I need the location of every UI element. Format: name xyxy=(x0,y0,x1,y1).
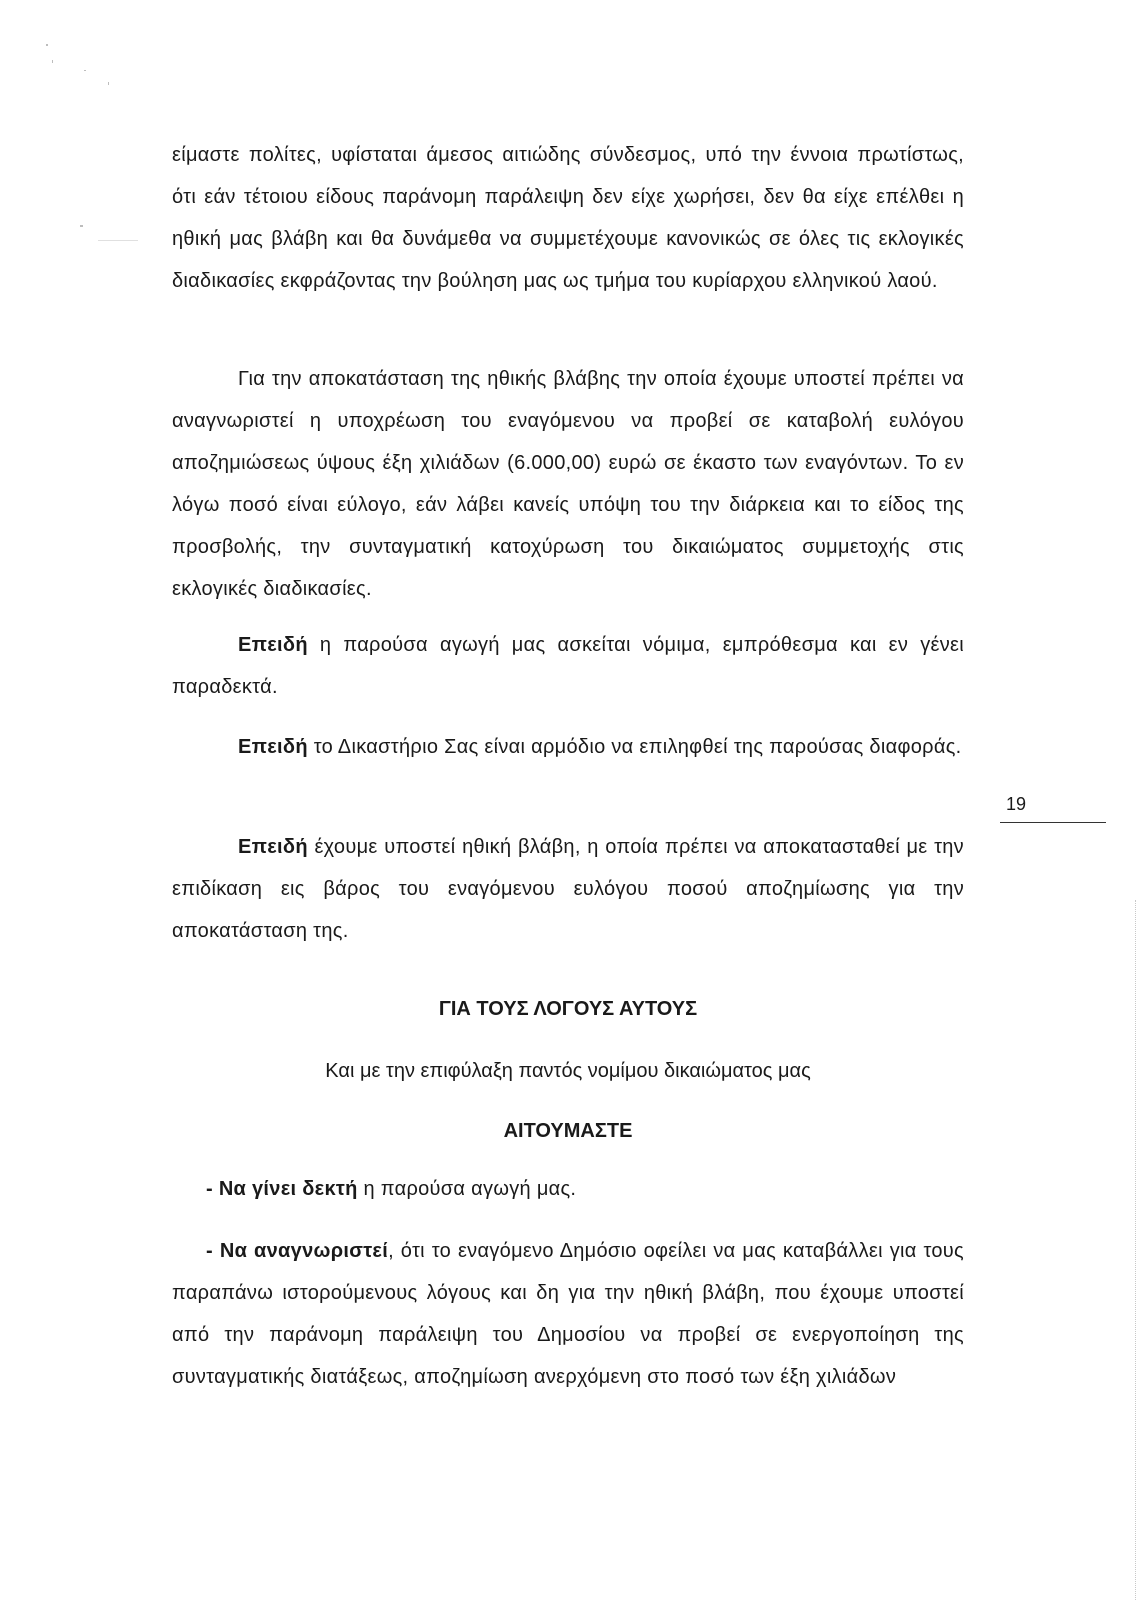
bold-keyword: - Να γίνει δεκτή xyxy=(206,1178,358,1200)
request-text: , ότι το εναγόμενο Δημόσιο οφείλει να μας καταβάλλει για τους παραπάνω ιστορούμενους λόγους και δη για την ηθική βλάβη, που έχουμε υποστεί από την παράνομη παράλειψη του Δημοσίου να προβεί σε ενεργοποίηση της συνταγματικής διατάξεως, αποζημίωση ανερχόμενη στο ποσό των έξη χιλιάδων xyxy=(172,1240,964,1388)
scan-edge-line xyxy=(1135,900,1136,1600)
scan-speck xyxy=(52,60,53,63)
paragraph-causal-link: είμαστε πολίτες, υφίσταται άμεσος αιτιώδης σύνδεσμος, υπό την έννοια πρωτίστως, ότι εάν τέτοιου είδους παράνομη παράλειψη δεν είχε χωρήσει, δεν θα είχε επέλθει η ηθική μας βλάβη και θα δυνάμεθα να συμμετέχουμε κανονικώς σε όλες τις εκλογικές διαδικασίες εκφράζοντας την βούληση μας ως τμήμα του κυρίαρχου ελληνικού λαού. xyxy=(172,144,964,292)
request-item-recognize xyxy=(172,1230,964,1398)
request-text: η παρούσα αγωγή μας. xyxy=(357,1178,577,1200)
paragraph-admissibility xyxy=(172,624,964,708)
paragraph-text: έχουμε υποστεί ηθική βλάβη, η οποία πρέπει να αποκατασταθεί με την επιδίκαση εις βάρος του εναγόμενου ευλόγου ποσού αποζημίωσης για την αποκατάσταση της. xyxy=(172,836,964,942)
bold-keyword: - Να αναγνωριστεί xyxy=(206,1240,389,1262)
scan-speck xyxy=(46,44,48,46)
request-item-accept xyxy=(172,1168,964,1210)
paragraph-text: η παρούσα αγωγή μας ασκείται νόμιμα, εμπρόθεσμα και εν γένει παραδεκτά. xyxy=(172,634,964,698)
paragraph-text: το Δικαστήριο Σας είναι αρμόδιο να επιληφθεί της παρούσας διαφοράς. xyxy=(307,736,962,758)
page-number: 19 xyxy=(1006,794,1027,814)
scan-speck xyxy=(108,82,109,85)
reservation-line: Και με την επιφύλαξη παντός νομίμου δικαιώματος μας xyxy=(325,1060,811,1082)
heading-request: ΑΙΤΟΥΜΑΣΤΕ xyxy=(503,1120,633,1142)
scan-speck xyxy=(84,70,86,71)
heading-reasons: ΓΙΑ ΤΟΥΣ ΛΟΓΟΥΣ ΑΥΤΟΥΣ xyxy=(438,998,698,1020)
paragraph-moral-damage: Για την αποκατάσταση της ηθικής βλάβης την οποία έχουμε υποστεί πρέπει να αναγνωριστεί η υποχρέωση του εναγόμενου να προβεί σε καταβολή ευλόγου αποζημιώσεως ύψους έξη χιλιάδων (6.000,00) ευρώ σε έκαστο των εναγόντων. Το εν λόγω ποσό είναι εύλογο, εάν λάβει κανείς υπόψη του την διάρκεια και το είδος της προσβολής, την συνταγματική κατοχύρωση του δικαιώματος συμμετοχής στις εκλογικές διαδικασίες. xyxy=(172,368,964,600)
scan-speck xyxy=(98,240,138,241)
bold-keyword: Επειδή xyxy=(238,836,308,858)
page-number-rule xyxy=(1000,822,1106,823)
bold-keyword: Επειδή xyxy=(238,634,308,656)
paragraph-jurisdiction xyxy=(172,726,964,768)
bold-keyword: Επειδή xyxy=(238,736,308,758)
paragraph-compensation xyxy=(172,826,964,952)
scan-speck xyxy=(80,225,83,227)
